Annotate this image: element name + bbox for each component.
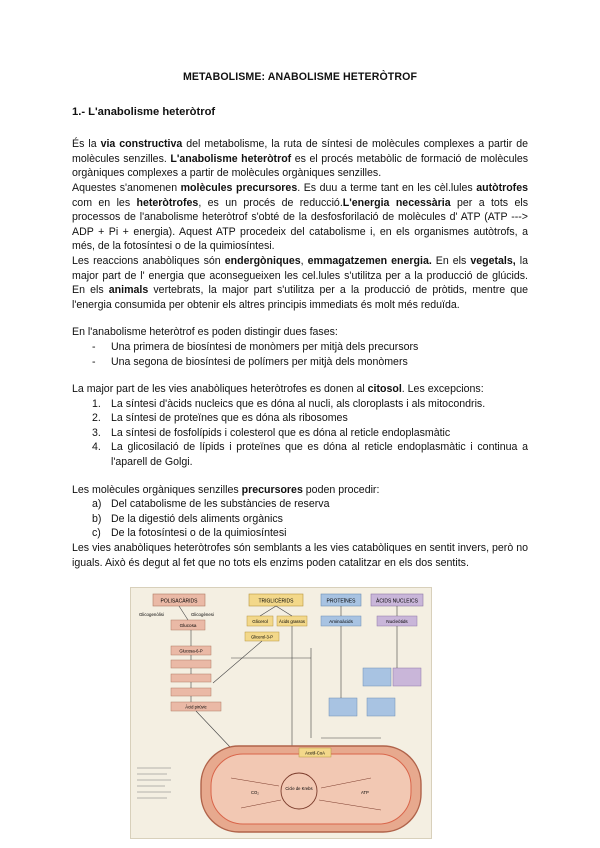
document-title: METABOLISME: ANABOLISME HETERÒTROF (182, 71, 418, 83)
exceptions-list (72, 397, 528, 470)
box-side-1 (363, 668, 391, 686)
paragraph-reactions: Les reaccions anabòliques són endergòniques, emmagatzemen energia. En els vegetals, la major part de l' energia que aconsegueixen les cel.lules s'utilitza per a la producció de glúcids. En els animals vertebrats, la major part s'utilitza per a la producció de pròtids, mentre que l'energia consumida per obtenir els altres principis immediats és molt més reduïda. (72, 254, 528, 311)
box-proteins-label: PROTEÏNES (326, 598, 356, 605)
section-heading: 1.- L'anabolisme heteròtrof (72, 105, 216, 118)
phases-list (72, 340, 528, 369)
origins-list (72, 497, 528, 541)
label-glycogenolysis: Glicogenòlisi (139, 612, 164, 617)
paragraph-origins-intro: Les molècules orgàniques senzilles precursores poden procedir: (72, 483, 380, 496)
metabolism-diagram-svg (131, 588, 431, 838)
list-item: a) Del catabolisme de les substàncies de reserva (92, 498, 330, 511)
box-side-3 (329, 698, 357, 716)
list-item: b) De la digestió dels aliments orgànics (92, 512, 283, 525)
paragraph-phases-intro: En l'anabolisme heteròtrof es poden distingir dues fases: (72, 326, 338, 339)
box-glycerol-3p-label: Glicerol-3-P (250, 634, 274, 640)
box-triglycerides-label: TRIGLICÈRIDS (258, 598, 294, 605)
list-item: c) De la fotosíntesi o de la quimiosíntesi (92, 527, 287, 540)
document-page (72, 70, 528, 570)
box-glucose-label: Glucosa (179, 623, 197, 628)
krebs-cycle-label: Cicle de Krebs (285, 786, 313, 791)
box-polysaccharides-label: POLISACÀRIDS (160, 598, 198, 605)
box-intermediate-2 (171, 674, 211, 682)
box-pyruvate-label: Àcid pirúvic (185, 704, 207, 710)
box-fatty-acids-label: Àcids grassos (278, 619, 306, 624)
paragraph-definition: És la via constructiva del metabolisme, la ruta de síntesi de molècules complexes a partir de molècules senzilles. L'anabolisme heteròtrof es el procés metabòlic de formació de molècules orgàniques complexes a partir de molècules orgàniques senzilles. (72, 138, 529, 180)
box-acetyl-coa-label: Acetil-CoA (305, 750, 325, 756)
list-item: 1. La síntesi d'àcids nucleics que es dóna al nucli, als cloroplasts i als mitocondris. (92, 397, 486, 410)
box-glucose-6p-label: Glucosa-6-P (179, 648, 203, 654)
list-item: 4. La glicosilació de lípids i proteïnes que es dóna al reticle endoplasmàtic i continua a l'aparell de Golgi. (92, 441, 528, 469)
box-nucleotides-label: Nucleòtids (386, 619, 408, 624)
list-item: 3. La síntesi de fosfolípids i colesterol que es dóna al reticle endoplasmàtic (92, 426, 451, 439)
legend-lines (137, 768, 171, 798)
paragraph-conclusion: Les vies anabòliques heteròtrofes són semblants a les vies catabòliques en sentit invers, però no iguals. Això és degut al fet que no tots els enzims poden catalitzar en els dos sentits. (72, 542, 528, 569)
list-item: - Una primera de biosíntesi de monòmers per mitjà dels precursors (92, 340, 528, 355)
box-intermediate-1 (171, 660, 211, 668)
box-side-4 (367, 698, 395, 716)
box-amino-acids-label: Aminoàcids (329, 619, 353, 624)
box-glycerol-label: Glicerol (252, 619, 268, 624)
label-co2: CO₂ (251, 790, 259, 795)
paragraph-cytosol: La major part de les vies anabòliques heteròtrofes es donen al citosol. Les excepcions: (72, 383, 484, 396)
label-glycogenesis: Glicogènesi (191, 612, 214, 617)
label-atp: ATP (361, 790, 369, 795)
paragraph-precursors: Aquestes s'anomenen molècules precursores. Es duu a terme tant en les cèl.lules autòtrofes com en les heteròtrofes, es un procés de reducció.L'energia necessària per a tots els processos de l'anabolisme heteròtrof s'obté de la desfosforilació de molècules d' ATP (ATP ---> ADP + Pi + energia). Aquest ATP procedeix del catabolisme i, en els organismes autòtrofs, a més, de la fotosíntesi o de la quimiosíntesi. (72, 181, 528, 253)
list-item: - Una segona de biosíntesi de polímers per mitjà dels monòmers (92, 355, 528, 370)
box-nucleic-acids-label: ÀCIDS NUCLEICS (376, 598, 418, 605)
box-side-2 (393, 668, 421, 686)
metabolism-diagram (130, 587, 432, 839)
box-intermediate-3 (171, 688, 211, 696)
list-item: 2. La síntesi de proteïnes que es dóna als ribosomes (92, 412, 348, 425)
